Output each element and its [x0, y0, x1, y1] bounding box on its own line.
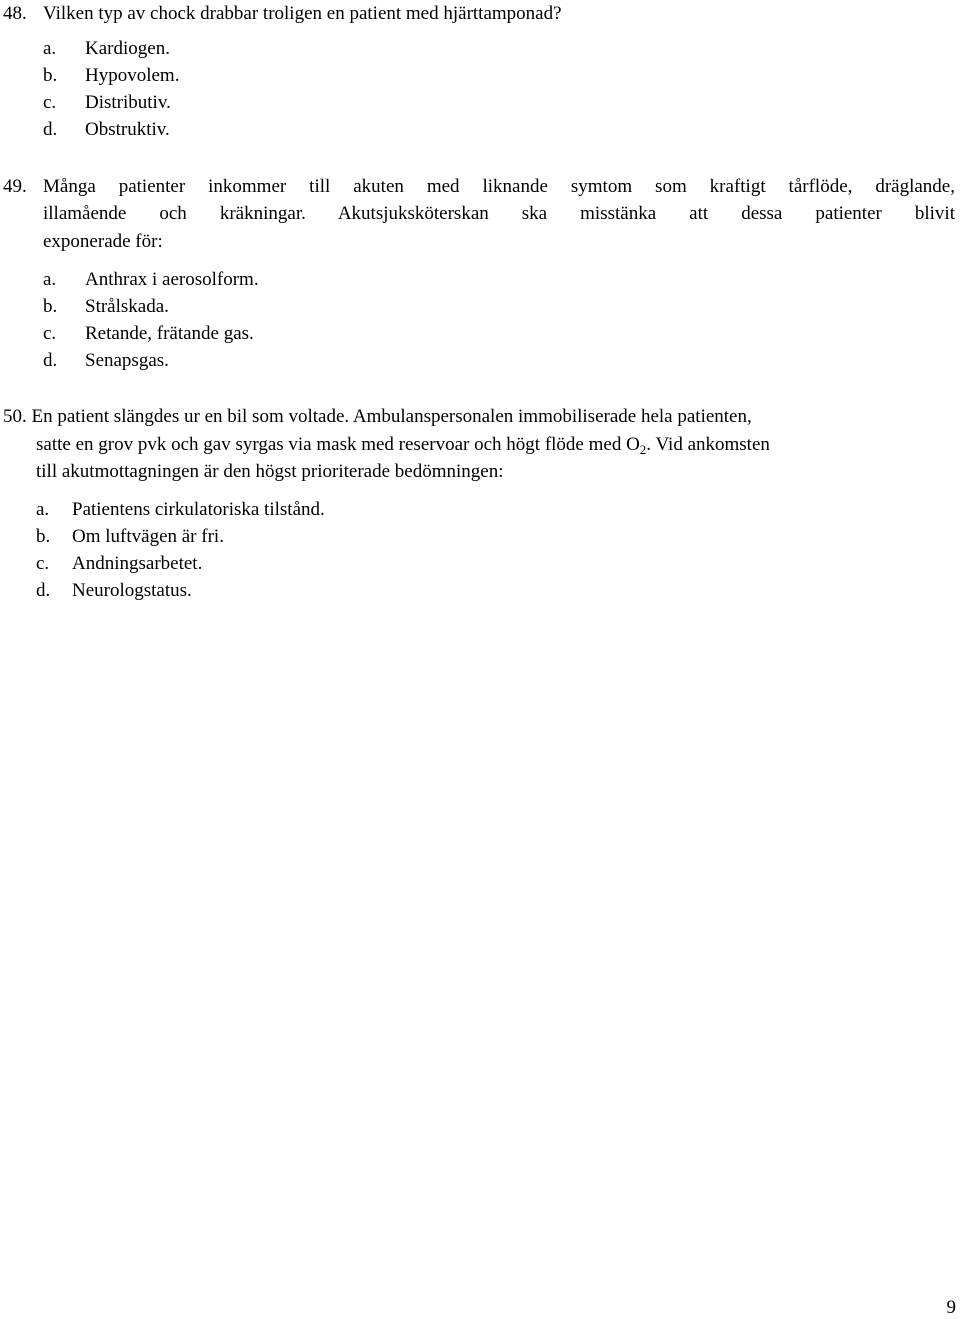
answer-option — [43, 89, 171, 116]
option-letter: a. — [36, 499, 50, 520]
answer-option — [43, 320, 254, 347]
question-text: till akutmottagningen är den högst prioriterade bedömningen: — [36, 461, 504, 482]
question-number: 50. — [3, 406, 27, 427]
option-text: Patientens cirkulatoriska tilstånd. — [72, 499, 325, 520]
option-text: Hypovolem. — [85, 65, 180, 86]
option-letter: c. — [43, 92, 57, 113]
option-letter: d. — [36, 580, 51, 601]
answer-option — [36, 550, 202, 577]
option-letter: b. — [36, 526, 51, 547]
question-text: . Vid ankomsten — [646, 434, 770, 455]
option-letter: a. — [43, 38, 57, 59]
option-letter: d. — [43, 350, 58, 371]
question-number: 49. — [3, 176, 27, 197]
question-text: En patient slängdes ur en bil som voltade. Ambulanspersonalen immobiliserade hela patienten, — [31, 406, 752, 427]
question-text-line — [43, 173, 955, 200]
question-text: illamående och kräkningar. Akutsjuksköterskan ska misstänka att dessa patienter blivit — [43, 203, 955, 224]
subscript: 2 — [639, 442, 647, 457]
option-text: Anthrax i aerosolform. — [85, 269, 259, 290]
page-number: 9 — [946, 1297, 956, 1318]
option-letter: c. — [36, 553, 50, 574]
answer-option — [36, 523, 224, 550]
option-text: Retande, frätande gas. — [85, 323, 254, 344]
answer-option — [43, 62, 179, 89]
question-text: satte en grov pvk och gav syrgas via mask med reservoar och högt flöde med O — [36, 434, 640, 455]
option-text: Kardiogen. — [85, 38, 170, 59]
answer-option — [43, 35, 170, 62]
question-text-line — [3, 403, 752, 430]
option-text: Neurologstatus. — [72, 580, 192, 601]
question-text: Många patienter inkommer till akuten med liknande symtom som kraftigt tårflöde, dräglande, — [43, 176, 955, 197]
answer-option — [36, 496, 325, 523]
option-text: Andningsarbetet. — [72, 553, 203, 574]
option-text: Strålskada. — [85, 296, 169, 317]
option-letter: b. — [43, 65, 58, 86]
option-text: Distributiv. — [85, 92, 171, 113]
question-text: Vilken typ av chock drabbar troligen en patient med hjärttamponad? — [43, 3, 562, 24]
answer-option — [43, 116, 170, 143]
answer-option — [43, 347, 169, 374]
option-letter: b. — [43, 296, 58, 317]
answer-option — [43, 293, 169, 320]
option-text: Om luftvägen är fri. — [72, 526, 224, 547]
option-text: Obstruktiv. — [85, 119, 170, 140]
option-letter: a. — [43, 269, 57, 290]
question-number: 48. — [3, 3, 27, 24]
question-text: exponerade för: — [43, 231, 163, 252]
option-text: Senapsgas. — [85, 350, 169, 371]
answer-option — [36, 577, 192, 604]
question-text-line — [43, 200, 955, 227]
option-letter: c. — [43, 323, 57, 344]
answer-option — [43, 266, 259, 293]
option-letter: d. — [43, 119, 58, 140]
